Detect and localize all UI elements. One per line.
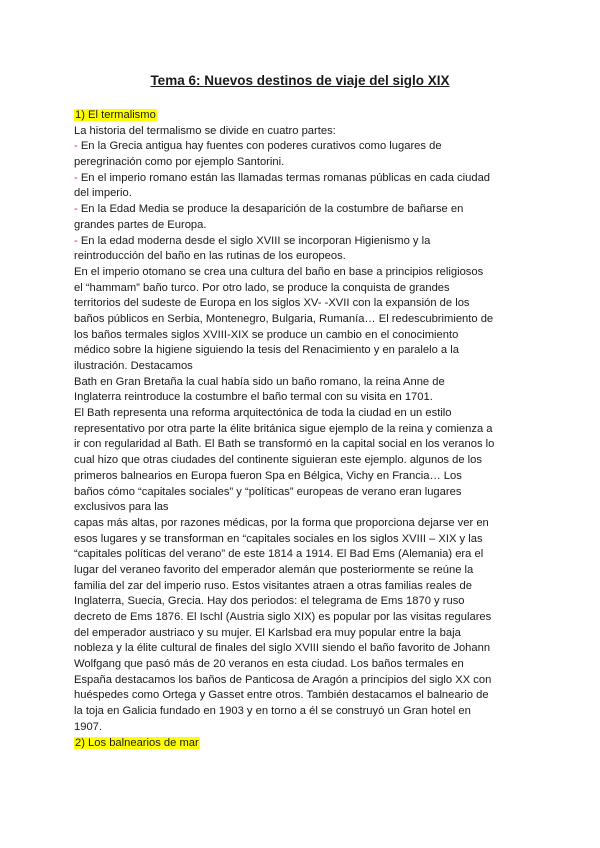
bullet-continuation: reintroducción del baño en las rutinas de los europeos. [74, 250, 346, 263]
paragraph-line: cual hizo que otras ciudades del continente siguieran este ejemplo. algunos de los [74, 454, 482, 467]
bullet-continuation: peregrinación como por ejemplo Santorini. [74, 156, 285, 169]
paragraph-line: representativo por otra parte la élite británica sigue ejemplo de la reina y comienza a [74, 422, 493, 435]
intro-line: La historia del termalismo se divide en cuatro partes: [74, 124, 336, 137]
paragraph-line: el “hammam” baño turco. Por otro lado, se produce la conquista de grandes [74, 281, 450, 294]
bullet-dash: - [74, 234, 78, 247]
paragraph-line: esos lugares y se transforman en “capitales sociales en los siglos XVIII – XIX y las [74, 532, 483, 545]
paragraph-line: Wolfgang que pasó más de 20 veranos en esta ciudad. Los baños termales en [74, 658, 464, 671]
paragraph-line: Bath en Gran Bretaña la cual había sido un baño romano, la reina Anne de [74, 375, 445, 388]
paragraph-line: exclusivos para las [74, 501, 169, 514]
paragraph-line: En el imperio otomano se crea una cultura del baño en base a principios religiosos [74, 265, 484, 278]
paragraph-line: los baños termales siglos XVIII-XIX se produce un cambio en el conocimiento [74, 328, 459, 341]
paragraph-line: 1907. [74, 720, 102, 733]
bullet-continuation: grandes partes de Europa. [74, 218, 207, 231]
paragraph-line: nobleza y la élite cultural de finales del siglo XVIII siendo el baño favorito de Johann [74, 642, 491, 655]
paragraph-line: El Bath representa una reforma arquitectónica de toda la ciudad en un estilo [74, 407, 452, 420]
bullet-dash: - [74, 171, 78, 184]
bullet-continuation: del imperio. [74, 187, 132, 200]
paragraph-line: baños cómo “capitales sociales” y “políticas” europeas de verano eran lugares [74, 485, 462, 498]
paragraph-line: del emperador austriaco y su mujer. El Karlsbad era muy popular entre la baja [74, 626, 461, 639]
paragraph-line: Inglaterra, Suecia, Grecia. Hay dos periodos: el telegrama de Ems 1870 y ruso [74, 595, 465, 608]
section-heading-label: 2) Los balnearios de mar [75, 736, 199, 749]
paragraph-line: “capitales políticas del verano” de este 1814 a 1914. El Bad Ems (Alemania) era el [74, 548, 484, 561]
paragraph-line: baños públicos en Serbia, Montenegro, Bulgaria, Rumanía… El redescubrimiento de [74, 312, 494, 325]
bullet-line: - En la Grecia antigua hay fuentes con poderes curativos como lugares de [74, 140, 442, 153]
document-body [74, 108, 534, 751]
bullet-dash: - [74, 140, 78, 153]
paragraph-line: España destacamos los baños de Panticosa de Aragón a principios del siglo XX con [74, 673, 492, 686]
paragraph-line: lugar del veraneo favorito del emperador alemán que posteriormente se reúne la [74, 563, 474, 576]
paragraph-line: la toja en Galicia fundado en 1903 y en torno a él se construyó un Gran hotel en [74, 705, 471, 718]
paragraph-line: primeros balnearios en Europa fueron Spa en Bélgica, Vichy en Francia… Los [74, 469, 462, 482]
paragraph-line: ir con regularidad al Bath. El Bath se transformó en la capital social en los veranos lo [74, 438, 495, 451]
bullet-line: - En la Edad Media se produce la desaparición de la costumbre de bañarse en [74, 203, 464, 216]
bullet-line: - En la edad moderna desde el siglo XVIII se incorporan Higienismo y la [74, 234, 431, 247]
document-title: Tema 6: Nuevos destinos de viaje del siglo XIX [150, 73, 450, 88]
paragraph-line: médico sobre la higiene siguiendo la tesis del Renacimiento y en paralelo a la [74, 344, 459, 357]
section-heading-termalismo [74, 108, 534, 124]
paragraph-line: decreto de Ems 1876. El Ischl (Austria siglo XIX) es popular por las visitas regulares [74, 611, 492, 623]
bullet-dash: - [74, 203, 78, 216]
bullet-line: - En el imperio romano están las llamadas termas romanas públicas en cada ciudad [74, 171, 491, 184]
paragraph-line: territorios del sudeste de Europa en los siglos XV- -XVII con la expansión de los [74, 297, 470, 310]
paragraph-line: capas más altas, por razones médicas, por la forma que proporciona dejarse ver en [74, 516, 489, 529]
paragraph-line: familia del zar del imperio ruso. Estos visitantes atraen a otras familias reales de [74, 579, 472, 592]
paragraph-line: Inglaterra reintroduce la costumbre el baño termal con su visita en 1701. [74, 391, 433, 404]
section-heading-balnearios [74, 736, 534, 752]
paragraph-line: ilustración. Destacamos [74, 360, 193, 372]
paragraph-line: huéspedes como Ortega y Gasset entre otros. También destacamos el balneario de [74, 689, 489, 702]
section-heading-label: 1) El termalismo [75, 109, 156, 121]
